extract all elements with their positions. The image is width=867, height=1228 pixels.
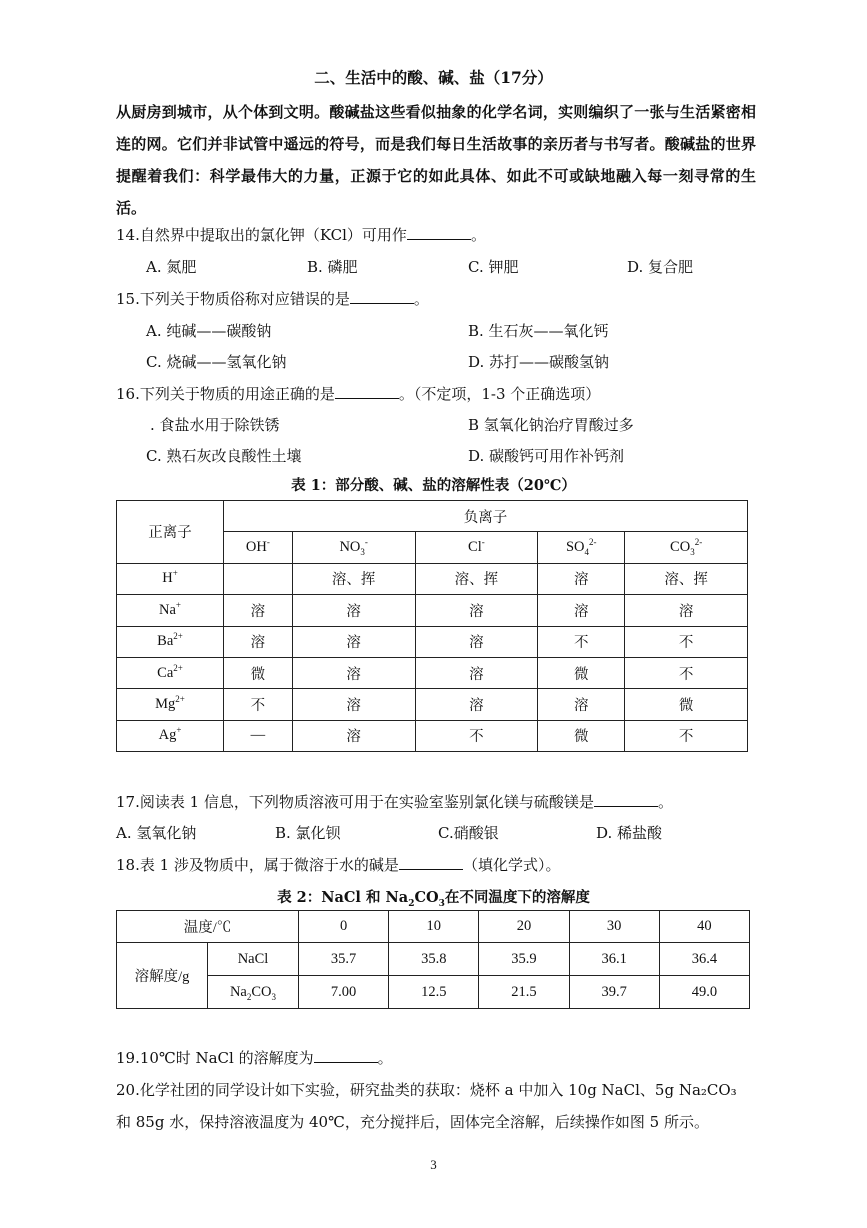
table2-caption: 表 2：NaCl 和 $Na_2CO_3$在不同温度下的溶解度	[277, 889, 590, 909]
substance-nacl: NaCl	[208, 943, 299, 976]
q14-option-a: A. 氮肥	[146, 258, 197, 276]
q18-blank	[399, 855, 463, 870]
table-cell: 溶	[292, 626, 415, 657]
temp-cell: 30	[569, 911, 659, 943]
q17-option-b: B. 氯化钡	[275, 824, 341, 842]
table-cell: 36.4	[659, 943, 749, 976]
table-cell: 溶	[625, 595, 748, 626]
question-20-line-1: 20.化学社团的同学设计如下实验，研究盐类的获取：烧杯 a 中加入 10g NaCl、5g Na₂CO₃	[116, 1081, 737, 1099]
anion-group-header: 负离子	[224, 501, 748, 532]
anion-no3: $NO_3^-$	[292, 532, 415, 563]
table-cell: 12.5	[389, 976, 479, 1009]
q19-blank	[314, 1048, 378, 1063]
question-15	[116, 288, 429, 309]
cation-cell: Na+	[117, 595, 224, 626]
temp-label: 温度/℃	[117, 911, 299, 943]
question-17	[116, 791, 673, 812]
q15-option-d: D. 苏打——碳酸氢钠	[468, 353, 610, 371]
table-cell: 溶	[224, 626, 293, 657]
q19-stem-end: 。	[377, 1049, 393, 1067]
q14-blank	[407, 225, 471, 240]
q14-option-b: B. 磷肥	[307, 258, 358, 276]
table-cell: 35.9	[479, 943, 569, 976]
table-row	[117, 657, 748, 688]
temp-cell: 0	[299, 911, 389, 943]
intro-paragraph: 从厨房到城市，从个体到文明。酸碱盐这些看似抽象的化学名词，实则编织了一张与生活紧密相连的网。它们并非试管中遥远的符号，而是我们每日生活故事的亲历者与书写者。酸碱盐的世界提醒着我们：科学最伟大的力量，正源于它的如此具体、如此不可或缺地融入每一刻寻常的生活。	[116, 103, 756, 217]
table-cell: 溶	[224, 595, 293, 626]
table-cell: 溶	[292, 657, 415, 688]
solubility-label: 溶解度/g	[117, 943, 208, 1009]
table-cell: 不	[625, 626, 748, 657]
q16-option-b: B 氢氧化钠治疗胃酸过多	[468, 416, 634, 434]
q15-stem-end: 。	[413, 290, 429, 308]
cation-cell: H+	[117, 563, 224, 594]
table-cell: 不	[625, 720, 748, 751]
q16-option-d: D. 碳酸钙可用作补钙剂	[468, 447, 625, 465]
table-cell: 35.7	[299, 943, 389, 976]
table-cell: 溶、挥	[292, 563, 415, 594]
table-row	[117, 595, 748, 626]
table-cell: 不	[224, 689, 293, 720]
question-19	[116, 1047, 393, 1068]
table-cell: 溶	[415, 657, 538, 688]
table-cell: 微	[538, 657, 625, 688]
table-cell: 不	[625, 657, 748, 688]
q14-option-c: C. 钾肥	[468, 258, 519, 276]
question-20-line-2: 和 85g 水，保持溶液温度为 40℃，充分搅拌后，固体完全溶解，后续操作如图 5 所示。	[116, 1113, 709, 1131]
temp-cell: 10	[389, 911, 479, 943]
section-title: 二、生活中的酸、碱、盐（17分）	[314, 68, 553, 87]
temp-cell: 20	[479, 911, 569, 943]
q16-option-c: C. 熟石灰改良酸性土壤	[146, 447, 302, 465]
table-cell: 溶	[415, 595, 538, 626]
table-cell: 7.00	[299, 976, 389, 1009]
table-row	[117, 976, 750, 1009]
table-cell: 溶	[292, 689, 415, 720]
q17-stem: 17.阅读表 1 信息，下列物质溶液可用于在实验室鉴别氯化镁与硫酸镁是	[116, 793, 594, 811]
q15-blank	[350, 289, 414, 304]
anion-so4: $SO_4^{2-}$	[538, 532, 625, 563]
table1-caption: 表 1：部分酸、碱、盐的溶解性表（20℃）	[291, 477, 576, 494]
q15-stem: 15.下列关于物质俗称对应错误的是	[116, 290, 350, 308]
table-row	[117, 720, 748, 751]
cation-cell: $Ca^{2+}$	[117, 657, 224, 688]
q14-stem-end: 。	[470, 226, 486, 244]
table-cell: 微	[224, 657, 293, 688]
table-cell: 36.1	[569, 943, 659, 976]
table-cell: 溶、挥	[415, 563, 538, 594]
q17-option-a: A. 氢氧化钠	[116, 824, 197, 842]
q16-stem: 16.下列关于物质的用途正确的是	[116, 385, 335, 403]
table-cell: 21.5	[479, 976, 569, 1009]
q16-blank	[335, 384, 399, 399]
table-cell: 溶	[292, 595, 415, 626]
question-14	[116, 224, 486, 245]
q17-stem-end: 。	[657, 793, 673, 811]
q17-blank	[594, 792, 658, 807]
q14-stem: 14.自然界中提取出的氯化钾（KCl）可用作	[116, 226, 407, 244]
solubility-table	[116, 500, 748, 752]
anion-co3: $CO_3^{2-}$	[625, 532, 748, 563]
table-cell: 溶、挥	[625, 563, 748, 594]
q18-stem-end: （填化学式）。	[462, 856, 561, 874]
table-cell: 溶	[538, 689, 625, 720]
table-cell: 39.7	[569, 976, 659, 1009]
row-header: 正离子	[117, 501, 224, 564]
q17-option-c: C.硝酸银	[438, 824, 499, 842]
q17-option-d: D. 稀盐酸	[596, 824, 663, 842]
question-16	[116, 383, 600, 404]
table-cell: 49.0	[659, 976, 749, 1009]
q15-option-b: B. 生石灰——氧化钙	[468, 322, 609, 340]
solubility-temperature-table	[116, 910, 750, 1009]
table-row	[117, 689, 748, 720]
table-cell: 溶	[415, 626, 538, 657]
table-cell	[224, 563, 293, 594]
cation-cell: $Ba^{2+}$	[117, 626, 224, 657]
table-cell: 溶	[415, 689, 538, 720]
table-cell: 溶	[538, 563, 625, 594]
table-cell: 微	[625, 689, 748, 720]
q16-stem-end: 。（不定项，1-3 个正确选项）	[398, 385, 601, 403]
q16-option-a: . 食盐水用于除铁锈	[150, 416, 280, 434]
table-cell: —	[224, 720, 293, 751]
table-row	[117, 626, 748, 657]
q15-option-a: A. 纯碱——碳酸钠	[146, 322, 272, 340]
table-cell: 35.8	[389, 943, 479, 976]
question-18	[116, 854, 560, 875]
table-row	[117, 943, 750, 976]
q19-stem: 19.10℃时 NaCl 的溶解度为	[116, 1049, 314, 1067]
cation-cell: $Mg^{2+}$	[117, 689, 224, 720]
anion-oh: OH-	[224, 532, 293, 563]
table-row	[117, 563, 748, 594]
table-cell: 不	[538, 626, 625, 657]
page-number: 3	[430, 1157, 437, 1172]
q18-stem: 18.表 1 涉及物质中，属于微溶于水的碱是	[116, 856, 399, 874]
temp-cell: 40	[659, 911, 749, 943]
table-cell: 微	[538, 720, 625, 751]
q15-option-c: C. 烧碱——氢氧化钠	[146, 353, 287, 371]
table-cell: 溶	[538, 595, 625, 626]
table-row	[117, 911, 750, 943]
substance-na2co3: $Na_2CO_3$	[208, 976, 299, 1009]
table-cell: 溶	[292, 720, 415, 751]
anion-cl: Cl-	[415, 532, 538, 563]
cation-cell: Ag+	[117, 720, 224, 751]
table-cell: 不	[415, 720, 538, 751]
q14-option-d: D. 复合肥	[627, 258, 694, 276]
